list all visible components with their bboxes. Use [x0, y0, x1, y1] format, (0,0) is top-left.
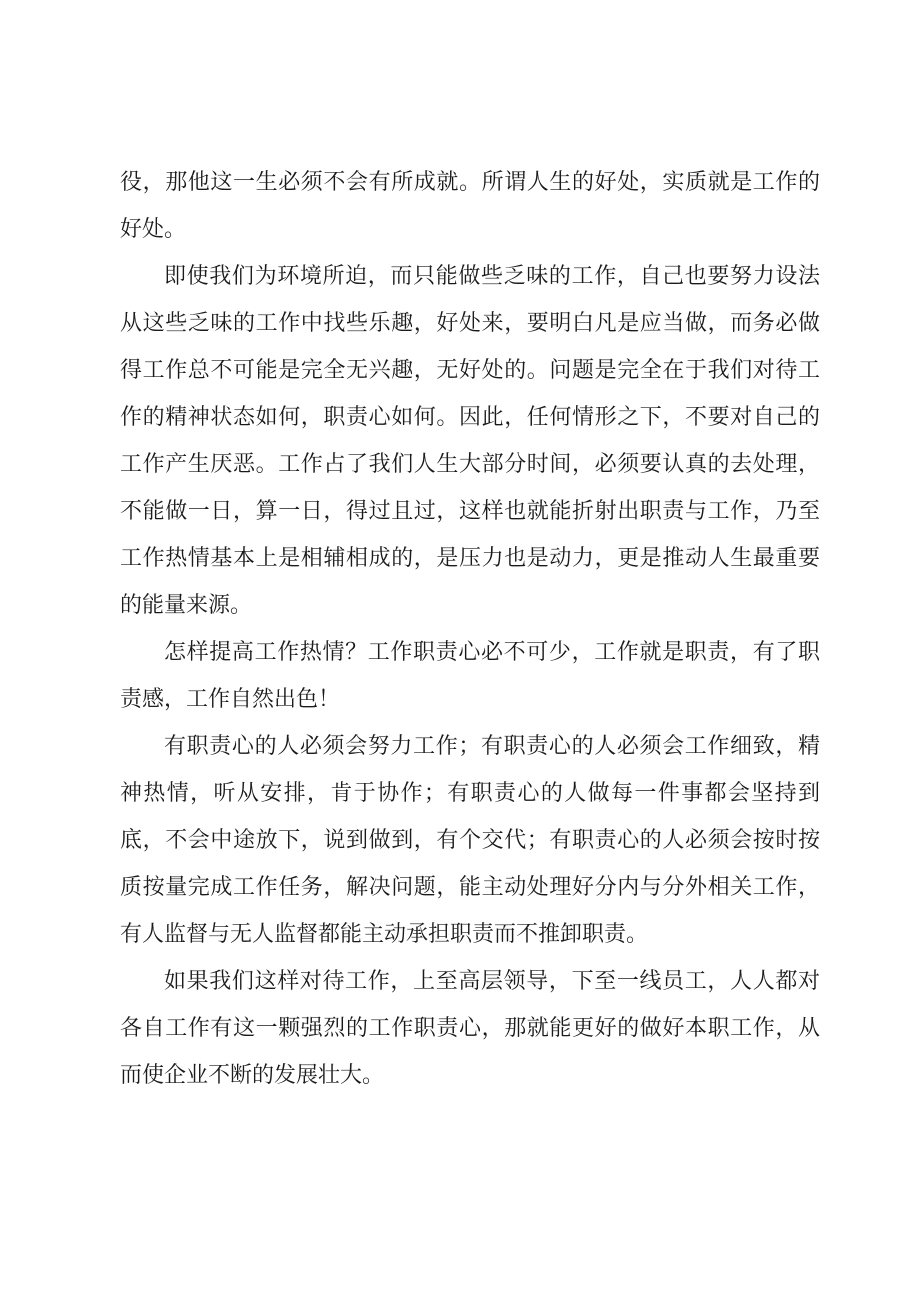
paragraph-5: 如果我们这样对待工作，上至高层领导，下至一线员工，人人都对各自工作有这一颗强烈的工作职责心，那就能更好的做好本职工作，从而使企业不断的发展壮大。: [120, 969, 820, 1088]
document-body: [120, 159, 820, 1099]
paragraph-2: 即使我们为环境所迫，而只能做些乏味的工作，自己也要努力设法从这些乏味的工作中找些乐趣，好处来，要明白凡是应当做，而务必做得工作总不可能是完全无兴趣，无好处的。问题是完全在于我们对待工作的精神状态如何，职责心如何。因此，任何情形之下，不要对自己的工作产生厌恶。工作占了我们人生大部分时间，必须要认真的去处理，不能做一日，算一日，得过且过，这样也就能折射出职责与工作，乃至工作热情基本上是相辅相成的，是压力也是动力，更是推动人生最重要的能量来源。: [120, 264, 820, 618]
paragraph-3: 怎样提高工作热情？工作职责心必不可少，工作就是职责，有了职责感，工作自然出色！: [120, 640, 820, 712]
paragraph-1: 役，那他这一生必须不会有所成就。所谓人生的好处，实质就是工作的好处。: [120, 170, 820, 242]
paragraph-4: 有职责心的人必须会努力工作；有职责心的人必须会工作细致，精神热情，听从安排，肯于协作；有职责心的人做每一件事都会坚持到底，不会中途放下，说到做到，有个交代；有职责心的人必须会按时按质按量完成工作任务，解决问题，能主动处理好分内与分外相关工作，有人监督与无人监督都能主动承担职责而不推卸职责。: [120, 734, 820, 947]
